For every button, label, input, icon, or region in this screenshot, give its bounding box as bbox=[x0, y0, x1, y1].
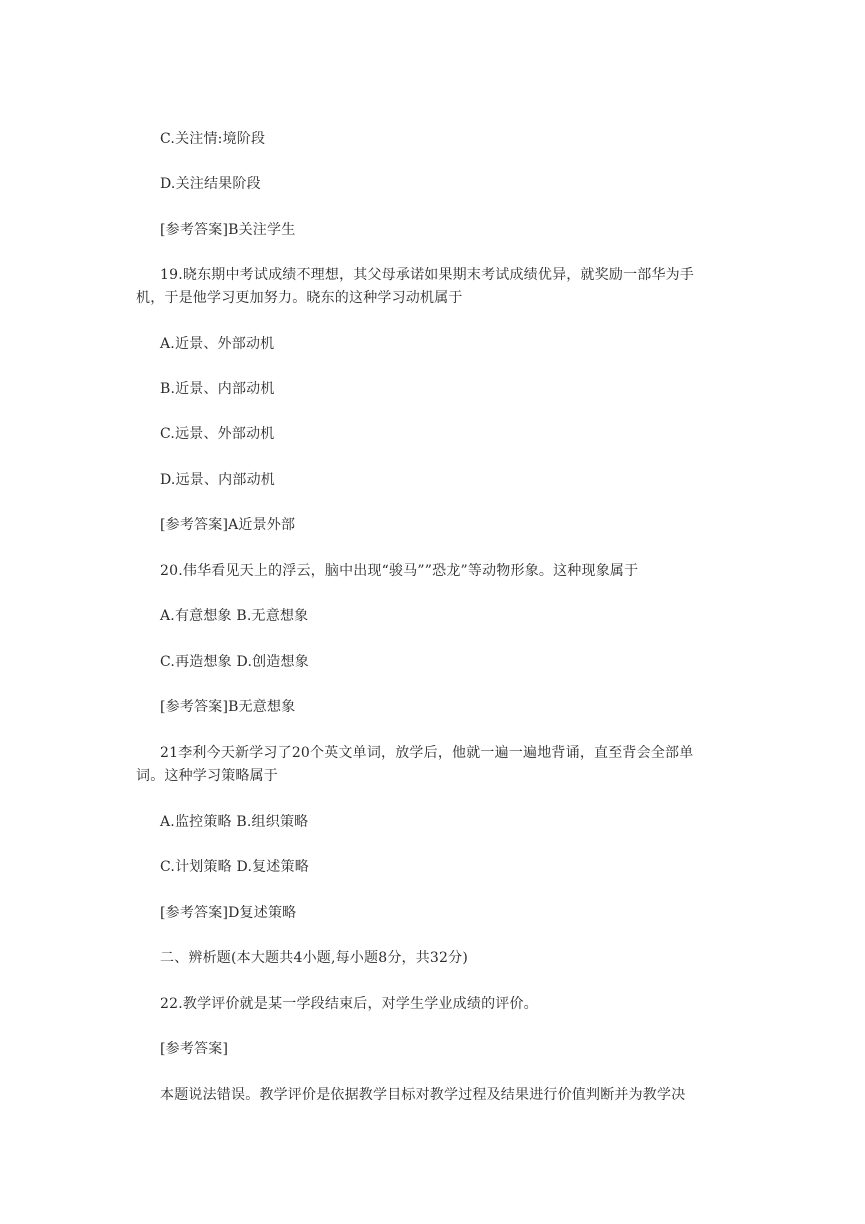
option-d-q18: D.关注结果阶段 bbox=[160, 176, 261, 192]
answer-q20: [参考答案]B无意想象 bbox=[160, 699, 296, 715]
question-21-line-1: 21李利今天新学习了20个英文单词，放学后，他就一遍一遍地背诵，直至背会全部单 bbox=[160, 745, 694, 761]
answer-q18: [参考答案]B关注学生 bbox=[160, 222, 296, 238]
answer-label-q22: [参考答案] bbox=[160, 1041, 229, 1057]
section-heading-analysis: 二、辨析题(本大题共4小题,每小题8分，共32分) bbox=[160, 950, 469, 966]
option-c-q19: C.远景、外部动机 bbox=[160, 426, 275, 442]
answer-q19: [参考答案]A近景外部 bbox=[160, 517, 296, 533]
options-ab-q20: A.有意想象 B.无意想象 bbox=[160, 608, 309, 624]
option-c-q18: C.关注情:境阶段 bbox=[160, 131, 266, 147]
answer-q22-text: 本题说法错误。教学评价是依据教学目标对教学过程及结果进行价值判断并为教学决 bbox=[160, 1087, 686, 1103]
question-19-line-2: 机，于是他学习更加努力。晓东的这种学习动机属于 bbox=[136, 290, 463, 306]
option-a-q19: A.近景、外部动机 bbox=[160, 336, 275, 352]
question-22: 22.教学评价就是某一学段结束后，对学生学业成绩的评价。 bbox=[160, 996, 538, 1012]
answer-q21: [参考答案]D复述策略 bbox=[160, 905, 297, 921]
option-d-q19: D.远景、内部动机 bbox=[160, 472, 275, 488]
options-ab-q21: A.监控策略 B.组织策略 bbox=[160, 814, 309, 830]
question-20: 20.伟华看见天上的浮云，脑中出现“骏马””恐龙”等动物形象。这种现象属于 bbox=[160, 563, 639, 579]
option-b-q19: B.近景、内部动机 bbox=[160, 381, 275, 397]
question-19-line-1: 19.晓东期中考试成绩不理想，其父母承诺如果期末考试成绩优异，就奖励一部华为手 bbox=[160, 267, 695, 283]
options-cd-q21: C.计划策略 D.复述策略 bbox=[160, 859, 309, 875]
options-cd-q20: C.再造想象 D.创造想象 bbox=[160, 654, 309, 670]
question-21-line-2: 词。这种学习策略属于 bbox=[136, 768, 278, 784]
